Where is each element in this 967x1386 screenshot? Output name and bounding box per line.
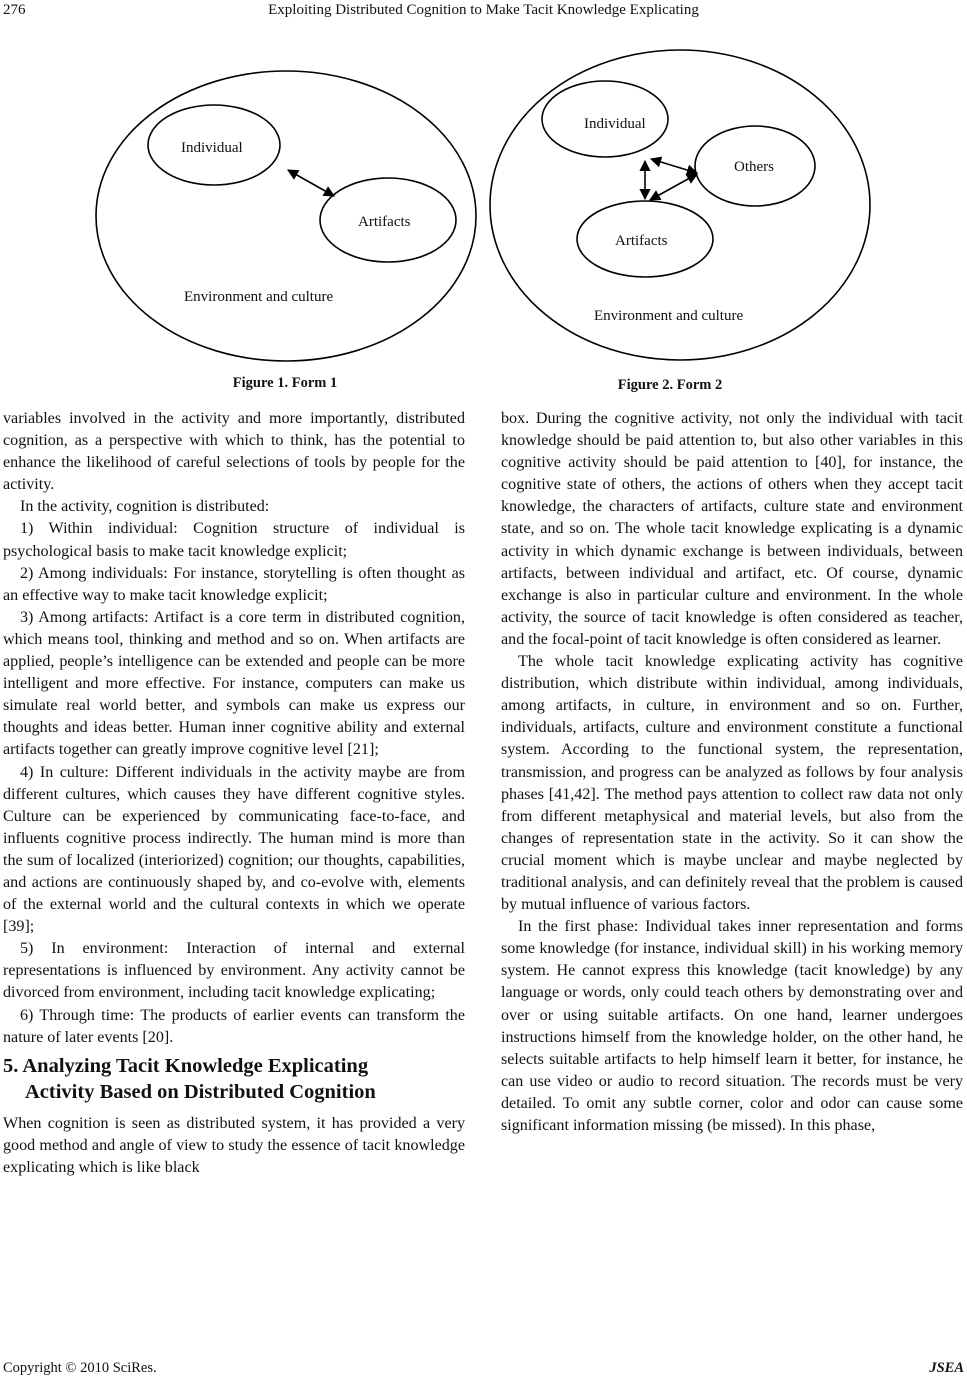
paragraph: 5) In environment: Interaction of internal and external representations is influenced by environment. Any activity cannot be divorced from environment, including tacit knowledge explicating; xyxy=(3,940,465,1002)
figure-2-caption: Figure 2. Form 2 xyxy=(617,377,723,393)
copyright: Copyright © 2010 SciRes. xyxy=(3,1360,157,1376)
individual-others-arrow xyxy=(651,159,697,173)
figure-1-diagram xyxy=(96,71,476,361)
fig2-artifacts-label: Artifacts xyxy=(615,233,668,249)
page-header xyxy=(0,0,967,22)
paragraph: box. During the cognitive activity, not only the individual with tacit knowledge should be paid attention to, but also other variables in this cognitive activity should be paid attention to [40], for instance, the cognitive state of others, the actions of others when they accept tacit knowledge, the characters of artifacts, culture state and environment state, and so on. The whole tacit knowledge explicating is a dynamic activity in which dynamic exchange is between individuals, between artifacts, between individual and artifact, etc. Of course, dynamic exchange is also in particular culture and environment. In the whole activity, the source of tacit knowledge is often considered as teacher, and the focal-point of tacit knowledge is often considered as learner. xyxy=(501,410,963,648)
journal-name: JSEA xyxy=(929,1360,964,1376)
individual-artifacts-arrow xyxy=(288,170,334,196)
figures xyxy=(0,40,967,370)
fig2-environment-label: Environment and culture xyxy=(594,308,744,324)
fig2-individual-label: Individual xyxy=(584,116,646,132)
section-heading-line2: Activity Based on Distributed Cognition xyxy=(25,1080,376,1103)
fig1-artifacts-label: Artifacts xyxy=(358,214,411,230)
section-heading-line1: 5. Analyzing Tacit Knowledge Explicating xyxy=(3,1054,369,1077)
figure-2-diagram xyxy=(490,50,870,360)
paragraph: In the first phase: Individual takes inner representation and forms some knowledge (for instance, individual skill) in his working memory system. He cannot express this knowledge (tacit knowledge) by any language or words, only could teach others by demonstrating over and over or using suitable artifacts. On one hand, learner undergoes instructions himself from the knowledge holder, on the other hand, he selects suitable artifacts to help himself learn it better, for instance, he can use video or audio to record situation. The records must be very detailed. To omit any subtle corner, color and odor can cause some significant information missing (be missed). In this phase, xyxy=(501,918,963,1134)
section-heading xyxy=(3,1053,465,1105)
paragraph: 3) Among artifacts: Artifact is a core term in distributed cognition, which means tool, thinking and method and so on. When artifacts are applied, people’s intelligence can be extended and people can be more intelligent and more effective. For instance, computers can make us simulate real world better, and symbols can make us express our thoughts and ideas better. Human inner cognitive ability and external artifacts together can greatly improve cognitive level [21]; xyxy=(3,608,465,759)
paragraph: 1) Within individual: Cognition structure of individual is psychological basis to make tacit knowledge explicit; xyxy=(3,520,465,560)
paragraph: 4) In culture: Different individuals in the activity maybe are from different cultures, which causes they have different cognitive styles. Culture can be experienced by communicating face-to-face, and influents cognitive process indirectly. The human mind is more than the sum of localized (interiorized) cognition; our thoughts, capabilities, and actions are continuously shaped by, and co-evolve with, elements of the external world and the cultural contexts in which we operate [39]; xyxy=(3,763,465,936)
right-column xyxy=(501,408,963,1137)
running-title: Exploiting Distributed Cognition to Make Tacit Knowledge Explicating xyxy=(268,2,699,18)
paragraph: When cognition is seen as distributed system, it has provided a very good method and angle of view to study the essence of tacit knowledge explicating which is like black xyxy=(3,1114,465,1176)
fig2-others-label: Others xyxy=(734,159,774,175)
environment-ellipse xyxy=(96,71,476,361)
left-column xyxy=(3,408,465,1179)
artifacts-others-arrow xyxy=(650,174,697,200)
paragraph: The whole tacit knowledge explicating activity has cognitive distribution, which distribute within individual, among individuals, among artifacts, in culture, in environment and so on. Further, individuals, artifacts, culture and environment constitute a functional system. According to the functional system, the representation, transmission, and progress can be analyzed as follows by four analysis phases [41,42]. The method pays attention to collect raw data not only from different metaphysical and material levels, but also from the changes of representation state in the activity. So it can show the crucial moment which is maybe unclear and maybe neglected by traditional analysis, and can definitely reveal that the problem is caused by mutual influence of various factors. xyxy=(501,653,963,914)
paragraph: 2) Among individuals: For instance, storytelling is often thought as an effective way to make tacit knowledge explicit; xyxy=(3,564,465,604)
fig1-environment-label: Environment and culture xyxy=(184,289,334,305)
paragraph: 6) Through time: The products of earlier events can transform the nature of later events [20]. xyxy=(3,1006,465,1046)
page-number: 276 xyxy=(3,2,26,18)
paragraph: In the activity, cognition is distributed: xyxy=(20,498,270,516)
fig1-individual-label: Individual xyxy=(181,140,243,156)
figure-1-caption: Figure 1. Form 1 xyxy=(232,375,338,391)
paragraph: variables involved in the activity and more importantly, distributed cognition, as a perspective with which to think, has the potential to enhance the likelihood of careful selections of tools by people for the activity. xyxy=(3,410,465,494)
